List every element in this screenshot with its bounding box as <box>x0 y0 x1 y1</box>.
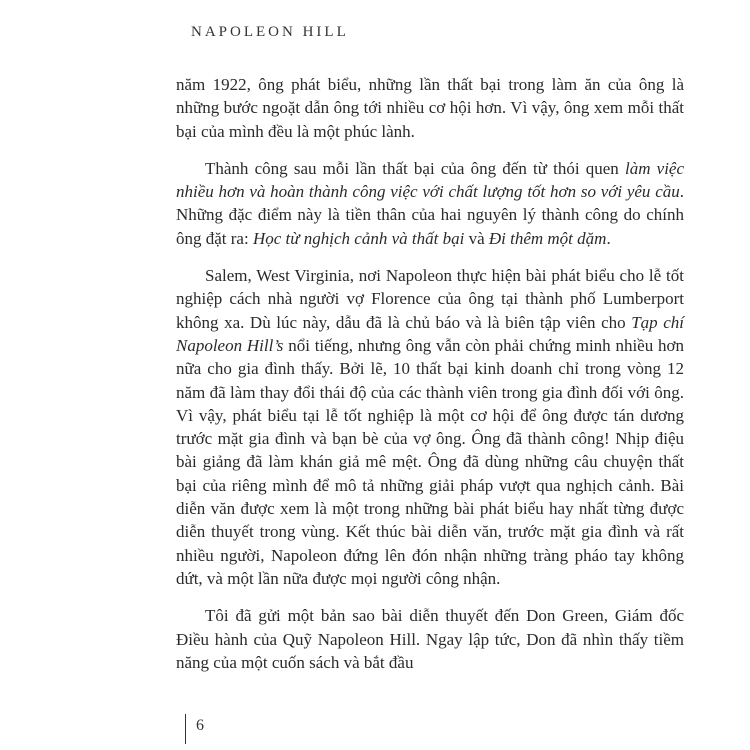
paragraph-2-text-c: và <box>464 228 489 248</box>
paragraph-2-italic-b: Học từ nghịch cảnh và thất bại <box>252 228 465 248</box>
paragraph-1 <box>176 73 684 143</box>
paragraph-2-text-d: . <box>606 228 611 248</box>
paragraph-3-italic-a: Tạp chí Napoleon Hill’s <box>176 312 684 355</box>
paragraph-4 <box>176 604 684 674</box>
paragraph-2-text-a: Thành công sau mỗi lần thất bại của ông đến từ thói quen <box>205 158 625 178</box>
running-header: NAPOLEON HILL <box>191 24 349 40</box>
paragraph-3-text-a: Salem, West Virginia, nơi Napoleon thực hiện bài phát biểu cho lễ tốt nghiệp cách nhà người vợ Florence của ông tại thành phố Lumberport không xa. Dù lúc này, dẫu đã là chủ báo và là biên tập viên cho <box>176 266 684 332</box>
paragraph-4-text: Tôi đã gửi một bản sao bài diễn thuyết đến Don Green, Giám đốc Điều hành của Quỹ Napoleon Hill. Ngay lập tức, Don đã nhìn thấy tiềm năng của một cuốn sách và bắt đầu <box>176 606 684 672</box>
paragraph-3-text-b: nổi tiếng, nhưng ông vẫn còn phải chứng minh nhiều hơn nữa cho gia đình thấy. Bởi lẽ, 10 thất bại kinh doanh chỉ trong vòng 12 năm đã làm thay đổi thái độ của các thành viên trong gia đình đối với ông. Vì vậy, phát biểu tại lễ tốt nghiệp là một cơ hội để ông được tán dương trước mặt gia đình và bạn bè của vợ ông. Ông đã thành công! Nhịp điệu bài giảng đã làm khán giả mê mệt. Ông đã dùng những câu chuyện thất bại của riêng mình để mô tả những giải pháp vượt qua nghịch cảnh. Bài diễn văn được xem là một trong những bài phát biểu hay nhất từng được diễn thuyết trong vùng. Kết thúc bài diễn văn, trước mặt gia đình và rất nhiều người, Napoleon đứng lên đón nhận những tràng pháo tay không dứt, và một lần nữa được mọi người công nhận. <box>176 335 684 588</box>
paragraph-1-text: năm 1922, ông phát biểu, những lần thất bại trong làm ăn của ông là những bước ngoặt dẫn ông tới nhiều cơ hội hơn. Vì vậy, ông xem mỗi thất bại của mình đều là một phúc lành. <box>176 75 684 141</box>
paragraph-3 <box>176 264 684 590</box>
page-number: 6 <box>196 717 204 734</box>
paragraph-2-text-b: . Những đặc điểm này là tiền thân của hai nguyên lý thành công do chính ông đặt ra: <box>176 182 684 248</box>
paragraph-2-italic-a: làm việc nhiều hơn và hoàn thành công việc với chất lượng tốt hơn so với yêu cầu <box>176 158 685 202</box>
paragraph-2 <box>176 157 684 250</box>
body-text <box>176 73 684 688</box>
paragraph-2-italic-c: Đi thêm một dặm <box>488 228 607 248</box>
footer-rule <box>185 714 186 744</box>
